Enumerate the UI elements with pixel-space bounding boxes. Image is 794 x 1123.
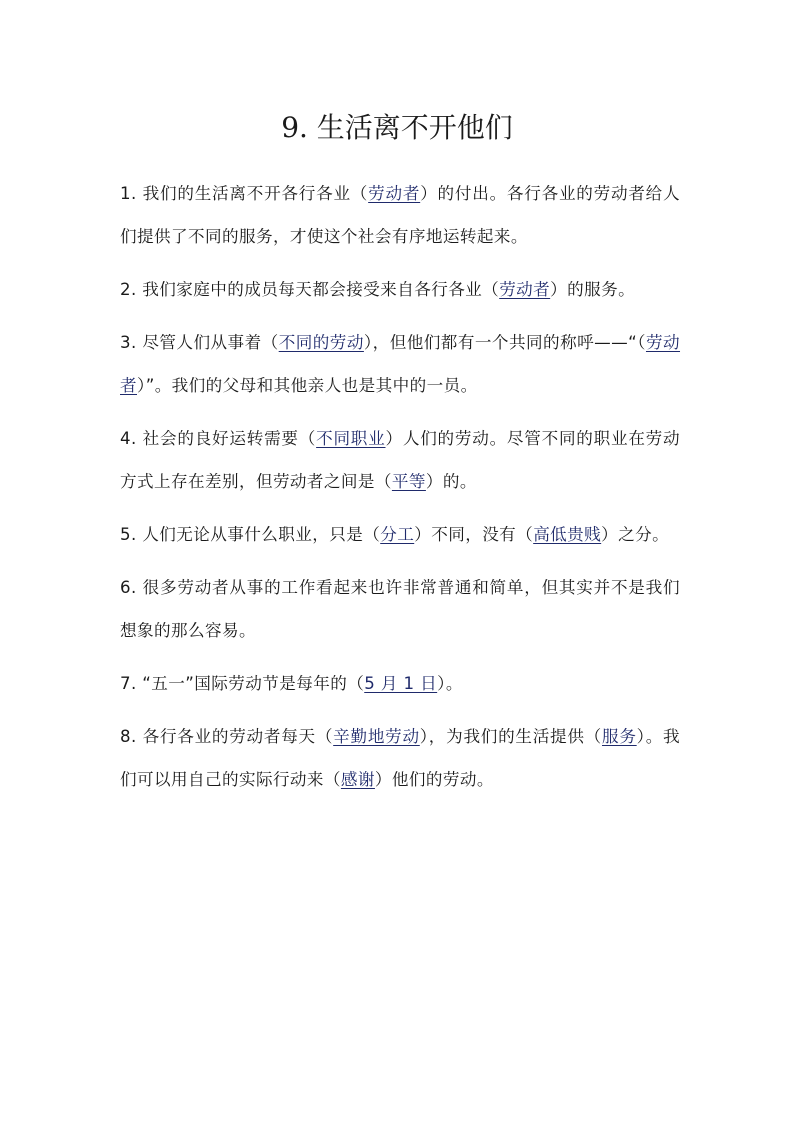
answer-blank: 劳动者: [368, 184, 421, 203]
question-item-3: [120, 321, 680, 407]
question-item-5: [120, 513, 680, 556]
answer-blank: 不同职业: [316, 429, 386, 448]
question-text: ）。: [437, 674, 463, 693]
question-text: 1. 我们的生活离不开各行各业（: [120, 184, 369, 203]
question-list: [120, 172, 680, 811]
question-text: ）他们的劳动。: [374, 770, 494, 789]
question-text: ）的付出。各行各业的劳动者给人们提供了不同的服务，才使这个社会有序地运转起来。: [120, 184, 681, 246]
question-text: ），但他们都有一个共同的称呼——“（: [363, 333, 646, 352]
question-text: ），为我们的生活提供（: [419, 727, 603, 746]
question-text: 2. 我们家庭中的成员每天都会接受来自各行各业（: [120, 280, 500, 299]
question-text: 6. 很多劳动者从事的工作看起来也许非常普通和简单，但其实并不是我们想象的那么容易。: [120, 578, 680, 640]
question-text: ）之分。: [601, 525, 670, 544]
question-text: 3. 尽管人们从事着（: [120, 333, 279, 352]
question-text: 4. 社会的良好运转需要（: [120, 429, 317, 448]
question-text: 7. “五一”国际劳动节是每年的（: [120, 674, 365, 693]
answer-blank: 高低贵贱: [533, 525, 602, 544]
answer-blank: 分工: [380, 525, 415, 544]
answer-blank: 劳动者: [120, 333, 681, 395]
question-text: ）人们的劳动。尽管不同的职业在劳动方式上存在差别，但劳动者之间是（: [120, 429, 680, 491]
question-item-2: [120, 268, 680, 311]
question-text: ）的服务。: [550, 280, 636, 299]
page-title: 9. 生活离不开他们: [281, 111, 513, 144]
answer-blank: 辛勤地劳动: [333, 727, 420, 746]
question-text: 8. 各行各业的劳动者每天（: [120, 727, 334, 746]
question-item-6: [120, 566, 680, 652]
answer-blank: 不同的劳动: [278, 333, 364, 352]
answer-blank: 5 月 1 日: [364, 674, 438, 693]
question-item-4: [120, 417, 680, 503]
question-text: ）。我们可以用自己的实际行动来（: [120, 727, 681, 789]
question-item-8: [120, 715, 680, 801]
question-text: ）不同，没有（: [414, 525, 534, 544]
question-item-7: [120, 662, 680, 705]
answer-blank: 平等: [391, 472, 426, 491]
question-text: 5. 人们无论从事什么职业，只是（: [120, 525, 381, 544]
question-text: ）的。: [425, 472, 477, 491]
question-text: ）”。我们的父母和其他亲人也是其中的一员。: [137, 376, 478, 395]
question-item-1: [120, 172, 680, 258]
answer-blank: 感谢: [340, 770, 375, 789]
answer-blank: 劳动者: [499, 280, 551, 299]
answer-blank: 服务: [602, 727, 637, 746]
